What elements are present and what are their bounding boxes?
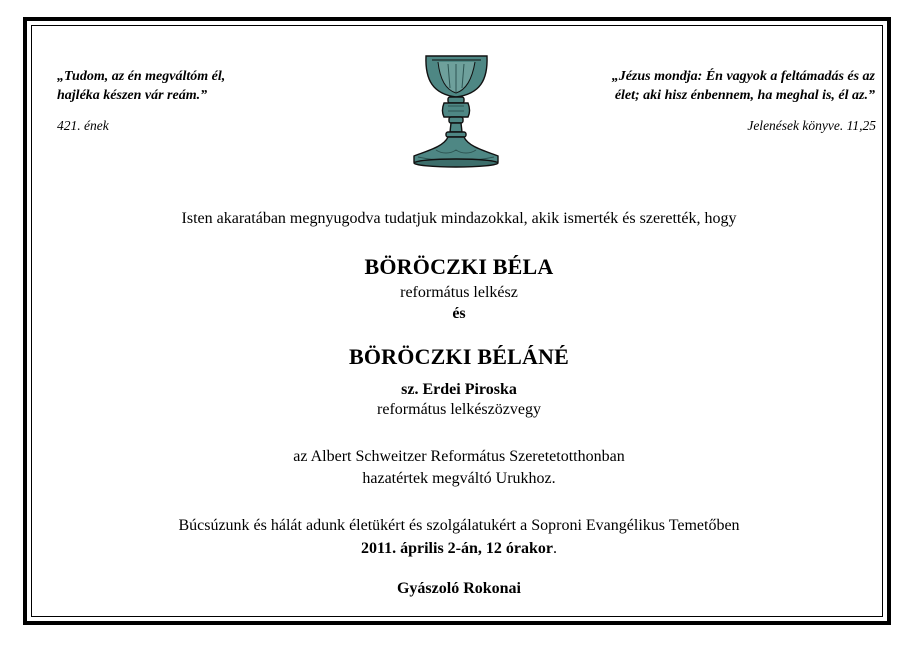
person2-role: református lelkészözvegy <box>377 401 541 418</box>
person1-role: református lelkész <box>400 284 518 301</box>
quote-right-reference: Jelenések könyve. 11,25 <box>747 118 876 133</box>
quote-left-reference: 421. ének <box>57 118 109 133</box>
person1-name: BÖRÖCZKI BÉLA <box>364 254 554 279</box>
conjunction: és <box>452 305 466 322</box>
funeral-date <box>0 540 918 558</box>
signature: Gyászoló Rokonai <box>396 580 521 597</box>
person2-name: BÖRÖCZKI BÉLÁNÉ <box>349 344 569 369</box>
farewell-text: Búcsúzunk és hálát adunk életükért és szolgálatukért a Soproni Evangélikus Temetőben <box>178 517 740 534</box>
quote-right-line1: „Jézus mondja: Én vagyok a feltámadás és az <box>611 69 875 84</box>
quote-left-line1: „Tudom, az én megváltóm él, <box>57 69 226 84</box>
quote-right-line2: élet; aki hisz énbennem, ha meghal is, él az.” <box>614 88 875 103</box>
person2-maiden-name: sz. Erdei Piroska <box>401 381 517 398</box>
intro-text: Isten akaratában megnyugodva tudatjuk mindazokkal, akik ismerték és szerették, hogy <box>181 210 737 227</box>
funeral-date-suffix: . <box>553 540 557 557</box>
quote-left-line2: hajléka készen vár reám.” <box>57 88 208 103</box>
quote-left <box>57 67 357 105</box>
chalice-icon <box>404 50 509 172</box>
place-line1: az Albert Schweitzer Református Szeretetotthonban <box>293 448 625 465</box>
quote-right <box>540 67 875 105</box>
place-line2: hazatértek megváltó Urukhoz. <box>362 470 556 487</box>
funeral-date-value: 2011. április 2-án, 12 órakor <box>360 540 553 557</box>
